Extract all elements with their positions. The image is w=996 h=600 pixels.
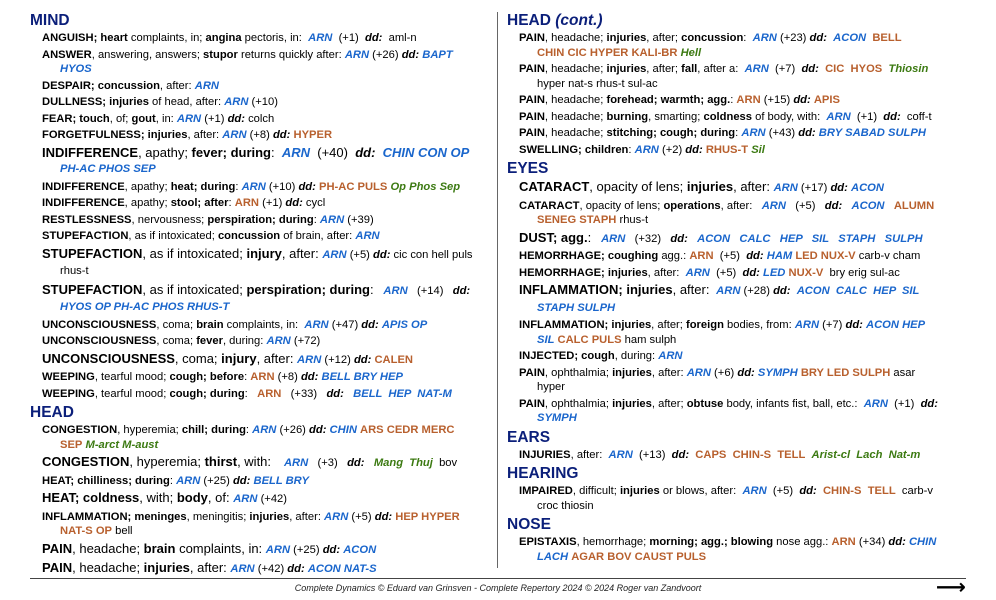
rubric[interactable]: INDIFFERENCE, apathy; stool; after: ARN (+1) dd: cycl <box>42 197 326 209</box>
chapter-head-cont <box>507 11 965 30</box>
rubric[interactable]: IMPAIRED, difficult; injuries or blows, after: ARN (+5) dd: CHIN-S TELL carb-v croc thiosin <box>519 485 933 512</box>
rubric[interactable]: WEEPING, tearful mood; cough; before: ARN (+8) dd: BELL BRY HEP <box>42 371 403 383</box>
chapter-cont-suffix: (cont.) <box>555 12 603 29</box>
chapter-ears: EARS <box>507 428 551 446</box>
rubric[interactable]: ANGUISH; heart complaints, in; angina pectoris, in: ARN (+1) dd: aml-n <box>42 32 417 44</box>
right-column <box>507 10 965 566</box>
rubric[interactable]: DULLNESS; injuries of head, after: ARN (+10) <box>42 96 278 108</box>
rubric[interactable]: CATARACT, opacity of lens; injuries, after: ARN (+17) dd: ACON <box>519 179 884 194</box>
rubric[interactable]: EPISTAXIS, hemorrhage; morning; agg.; blowing nose agg.: ARN (+34) dd: CHIN LACH AGAR BOV CAUST PULS <box>519 536 937 563</box>
rubric[interactable]: PAIN, ophthalmia; injuries, after: ARN (+6) dd: SYMPH BRY LED SULPH asar hyper <box>519 366 916 393</box>
rubric[interactable]: INFLAMMATION; injuries, after; foreign bodies, from: ARN (+7) dd: ACON HEP SIL CALC PULS ham sulph <box>519 319 926 346</box>
footer-rule <box>30 578 966 579</box>
rubric[interactable]: INFLAMMATION; injuries, after: ARN (+28) dd: ACON CALC HEP SIL STAPH SULPH <box>519 282 920 314</box>
arrow-right-icon[interactable]: ⟶ <box>935 576 966 599</box>
rubric[interactable]: CATARACT, opacity of lens; operations, after: ARN (+5) dd: ACON ALUMN SENEG STAPH rhus-t <box>519 199 935 226</box>
rubric[interactable]: ANSWER, answering, answers; stupor returns quickly after: ARN (+26) dd: BAPT HYOS <box>42 48 453 75</box>
chapter-head: HEAD <box>30 404 74 421</box>
rubric[interactable]: UNCONSCIOUSNESS, coma; injury, after: ARN (+12) dd: CALEN <box>42 350 414 366</box>
rubric[interactable]: INFLAMMATION; meninges, meningitis; injuries, after: ARN (+5) dd: HEP HYPER NAT-S OP bell <box>42 510 460 537</box>
chapter-title: HEAD <box>507 12 551 29</box>
rubric[interactable]: HEAT; coldness, with; body, of: ARN (+42) <box>42 490 288 505</box>
rubric[interactable]: SWELLING; children: ARN (+2) dd: RHUS-T Sil <box>519 143 765 156</box>
rubric[interactable]: PAIN, headache; injuries, after; concussion: ARN (+23) dd: ACON BELL CHIN CIC HYPER KALI-BR Hell <box>519 32 902 59</box>
rubric[interactable]: UNCONSCIOUSNESS, coma; brain complaints, in: ARN (+47) dd: APIS OP <box>42 318 428 331</box>
rubric[interactable]: WEEPING, tearful mood; cough; during: ARN (+33) dd: BELL HEP NAT-M <box>42 387 452 400</box>
rubric[interactable]: INDIFFERENCE, apathy; heat; during: ARN (+10) dd: PH-AC PULS Op Phos Sep <box>42 180 461 193</box>
rubric[interactable]: INJURIES, after: ARN (+13) dd: CAPS CHIN-S TELL Arist-cl Lach Nat-m <box>519 448 921 461</box>
rubric[interactable]: PAIN, ophthalmia; injuries, after; obtuse body, infants fist, ball, etc.: ARN (+1) dd: SYMPH <box>519 397 938 424</box>
rubric[interactable]: STUPEFACTION, as if intoxicated; concussion of brain, after: ARN <box>42 230 380 242</box>
rubric[interactable]: FORGETFULNESS; injuries, after: ARN (+8) dd: HYPER <box>42 129 333 141</box>
rubric[interactable]: RESTLESSNESS, nervousness; perspiration; during: ARN (+39) <box>42 213 374 226</box>
footer-copyright: Complete Dynamics © Eduard van Grinsven - Complete Repertory 2024 © 2024 Roger van Zandvoort <box>294 583 702 593</box>
rubric[interactable]: HEMORRHAGE; coughing agg.: ARN (+5) dd: HAM LED NUX-V carb-v cham <box>519 250 921 262</box>
rubric[interactable]: STUPEFACTION, as if intoxicated; injury, after: ARN (+5) dd: cic con hell puls rhus-t <box>42 245 473 277</box>
rubric[interactable]: PAIN, headache; burning, smarting; coldness of body, with: ARN (+1) dd: coff-t <box>519 110 932 123</box>
rubric[interactable]: CONGESTION, hyperemia; chill; during: ARN (+26) dd: CHIN ARS CEDR MERC SEP M-arct M-aust <box>42 424 455 451</box>
rubric[interactable]: HEAT; chilliness; during: ARN (+25) dd: BELL BRY <box>42 474 310 487</box>
rubric[interactable]: DESPAIR; concussion, after: ARN <box>42 79 219 92</box>
rubric[interactable]: UNCONSCIOUSNESS, coma; fever, during: ARN (+72) <box>42 335 321 347</box>
rubric[interactable]: CONGESTION, hyperemia; thirst, with: ARN (+3) dd: Mang Thuj bov <box>42 454 458 469</box>
chapter-nose: NOSE <box>507 516 551 533</box>
rubric[interactable]: PAIN, headache; forehead; warmth; agg.: ARN (+15) dd: APIS <box>519 94 840 106</box>
left-column <box>30 10 488 580</box>
rubric[interactable]: PAIN, headache; brain complaints, in: ARN (+25) dd: ACON <box>42 540 377 556</box>
rubric[interactable]: FEAR; touch, of; gout, in: ARN (+1) dd: colch <box>42 112 275 125</box>
rubric[interactable]: STUPEFACTION, as if intoxicated; perspiration; during: ARN (+14) dd: HYOS OP PH-AC PHOS RHUS-T <box>42 281 471 313</box>
chapter-hearing: HEARING <box>507 465 579 482</box>
rubric[interactable]: PAIN, headache; injuries, after: ARN (+42) dd: ACON NAT-S <box>42 560 377 575</box>
rubric[interactable]: DUST; agg.: ARN (+32) dd: ACON CALC HEP SIL STAPH SULPH <box>519 229 923 245</box>
rubric[interactable]: INJECTED; cough, during: ARN <box>519 350 683 362</box>
rubric[interactable]: INDIFFERENCE, apathy; fever; during: ARN (+40) dd: CHIN CON OP PH-AC PHOS SEP <box>42 144 470 175</box>
rubric[interactable]: PAIN, headache; stitching; cough; during: ARN (+43) dd: BRY SABAD SULPH <box>519 127 926 139</box>
chapter-eyes: EYES <box>507 160 549 177</box>
rubric[interactable]: HEMORRHAGE; injuries, after: ARN (+5) dd: LED NUX-V bry erig sul-ac <box>519 266 900 279</box>
column-divider <box>497 12 498 568</box>
chapter-mind: MIND <box>30 12 70 29</box>
rubric[interactable]: PAIN, headache; injuries, after; fall, after a: ARN (+7) dd: CIC HYOS Thiosin hyper nat-s rhus-t sul-ac <box>519 63 929 90</box>
